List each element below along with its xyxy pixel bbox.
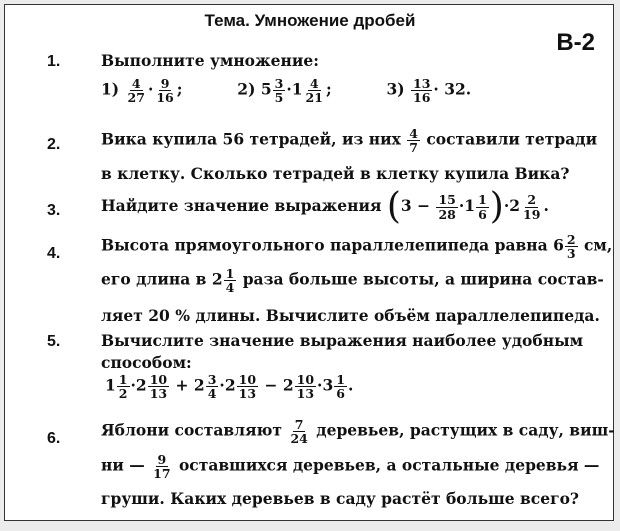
fraction: $\frac{1}{2}$: [118, 372, 128, 402]
page-title: Тема. Умножение дробей: [204, 11, 416, 30]
task-2-number: 2.: [47, 136, 61, 153]
task-4-line-3: ляет 20 % длины. Вычислите объём параллелепипеда.: [101, 306, 600, 325]
task-6-number: 6.: [47, 430, 61, 447]
part-label: 1): [101, 79, 120, 99]
task-3-number: 3.: [47, 202, 61, 219]
fraction: $\frac{10}{13}$: [149, 372, 168, 402]
task-3-line: Найдите значение выражения (3 − $\frac{15}{28}$ ·1 $\frac{1}{6}$ )·2 $\frac{2}{19}$ .: [101, 186, 549, 227]
fraction: $\frac{15}{28}$: [438, 192, 456, 222]
fraction: $\frac{2}{3}$: [566, 232, 576, 262]
task-4-line-2: его длина в 2 $\frac{1}{4}$ раза больше высоты, а ширина состав-: [101, 266, 604, 296]
task-4-line-1: Высота прямоугольного параллелепипеда равна 6 $\frac{2}{3}$ см,: [101, 232, 613, 262]
task-5-expression: 1 $\frac{1}{2}$ ·2 $\frac{10}{13}$ + 2 $\frac{3}{4}$ ·2 $\frac{10}{13}$ − 2 $\frac{10}{13}$ ·3 $\frac{1}{6}$ .: [105, 372, 354, 402]
fraction: $\frac{4}{7}$: [409, 126, 418, 156]
part-label: 3): [386, 79, 405, 99]
task-5-line-1: Вычислите значение выражения наиболее удобным: [101, 331, 584, 350]
task-1-number: 1.: [47, 53, 61, 70]
task-2-line-1: Вика купила 56 тетрадей, из них $\frac{4}{7}$ составили тетради: [101, 126, 598, 156]
task-5-number: 5.: [47, 333, 61, 350]
fraction: $\frac{9}{17}$: [153, 452, 171, 482]
task-4-number: 4.: [47, 245, 61, 262]
task-6-line-1: Яблони составляют $\frac{7}{24}$ деревьев, растущих в саду, виш-: [101, 417, 615, 447]
fraction: $\frac{3}{4}$: [207, 372, 217, 402]
task-1-parts: 1) $\frac{4}{27}$ · $\frac{9}{16}$ ; 2) 5 $\frac{3}{5}$ ·1 $\frac{4}{21}$ ; 3) $\frac{13}{16}$ · 32.: [101, 76, 472, 106]
fraction: $\frac{10}{13}$: [238, 372, 257, 402]
task-6-line-2: ни — $\frac{9}{17}$ оставшихся деревьев, а остальные деревья —: [101, 452, 600, 482]
fraction: $\frac{4}{27}$: [127, 76, 145, 106]
task-2-line-2: в клетку. Сколько тетрадей в клетку купила Вика?: [101, 164, 570, 183]
part-label: 2): [237, 79, 256, 99]
fraction: $\frac{2}{19}$: [523, 192, 541, 222]
fraction: $\frac{4}{21}$: [305, 76, 323, 106]
fraction: $\frac{1}{4}$: [225, 266, 235, 296]
task-6-line-3: груши. Каких деревьев в саду растёт больше всего?: [101, 489, 579, 508]
fraction: $\frac{1}{6}$: [336, 372, 345, 402]
fraction: $\frac{10}{13}$: [296, 372, 315, 402]
task-1-text: Выполните умножение:: [101, 51, 319, 70]
worksheet-page: [4, 4, 614, 521]
fraction: $\frac{3}{5}$: [274, 76, 284, 106]
fraction: $\frac{13}{16}$: [413, 76, 431, 106]
fraction: $\frac{9}{16}$: [156, 76, 174, 106]
variant-label: В-2: [556, 29, 595, 56]
fraction: $\frac{7}{24}$: [290, 417, 308, 447]
task-5-line-2: способом:: [101, 353, 192, 372]
fraction: $\frac{1}{6}$: [478, 192, 487, 222]
